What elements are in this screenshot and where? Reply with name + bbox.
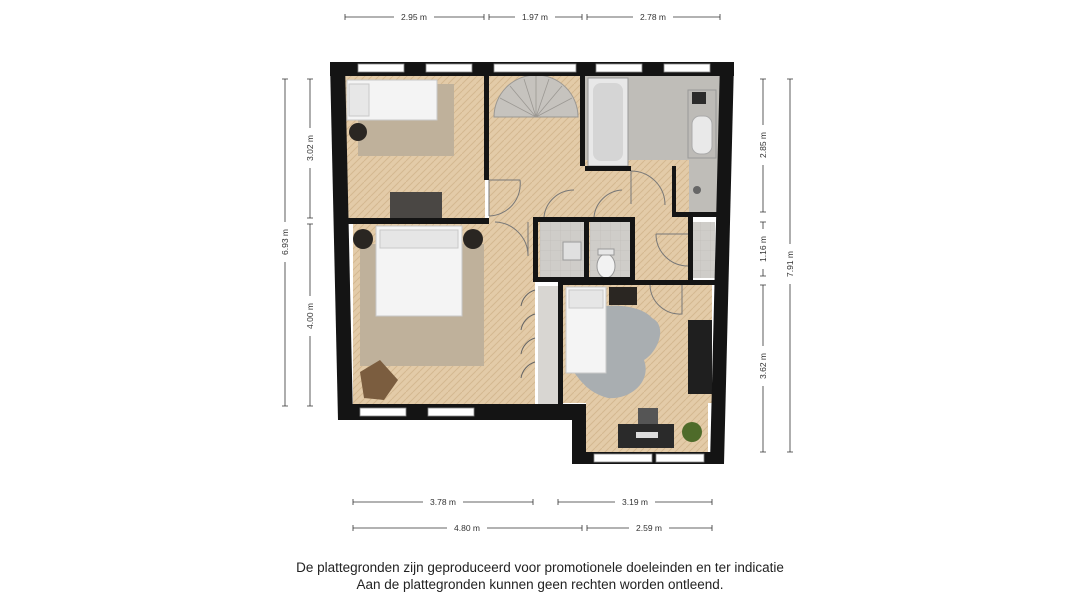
dim-right-mid: 1.16 m <box>758 236 768 262</box>
window-9 <box>656 454 704 462</box>
window-7 <box>428 408 474 416</box>
dim-right-total: 7.91 m <box>785 251 795 277</box>
dresser-bedroom-3 <box>688 320 712 394</box>
dim-bottom-4: 2.59 m <box>636 523 662 533</box>
dim-top-3: 2.78 m <box>640 12 666 22</box>
nightstand-left <box>353 229 373 249</box>
pillow-bedroom-3 <box>569 290 603 308</box>
toilet <box>597 254 615 278</box>
shower-drain <box>693 186 701 194</box>
dim-bottom-1: 3.78 m <box>430 497 456 507</box>
wall-toilet-right <box>630 217 635 280</box>
faucet-block <box>692 92 706 104</box>
wall-bath-right-drop <box>672 166 676 216</box>
dim-right-upper: 2.85 m <box>758 132 768 158</box>
wall-bath-bottom-2 <box>672 212 720 217</box>
pillow-bedroom-2 <box>380 230 458 248</box>
nightstand-bedroom-3 <box>609 287 637 305</box>
nightstand-bedroom-1 <box>349 123 367 141</box>
wall-bedroom3-left <box>572 404 586 464</box>
small-storage-floor <box>693 222 715 278</box>
dim-top-2: 1.97 m <box>522 12 548 22</box>
window-5 <box>664 64 710 72</box>
wall-storage-mid <box>584 217 589 280</box>
dim-bottom-3: 4.80 m <box>454 523 480 533</box>
window-6 <box>360 408 406 416</box>
wall-bed1-bottom <box>345 218 489 224</box>
wall-bed1-right <box>484 76 489 180</box>
dim-right-lower: 3.62 m <box>758 353 768 379</box>
toilet-tank <box>598 249 614 255</box>
wall-small-storage-left <box>688 217 693 280</box>
wall-bed3-left <box>558 280 563 404</box>
window-4 <box>596 64 642 72</box>
window-8 <box>594 454 652 462</box>
wall-stair-right <box>580 76 585 166</box>
pillow-bedroom-1 <box>349 84 369 116</box>
dim-left-upper: 3.02 m <box>305 135 315 161</box>
dim-bottom-2: 3.19 m <box>622 497 648 507</box>
sink <box>692 116 712 154</box>
monitor <box>636 432 658 438</box>
wall-bath-bottom <box>585 166 631 171</box>
bathtub-inner <box>593 83 623 161</box>
window-2 <box>426 64 472 72</box>
disclaimer-line-1: De plattegronden zijn geproduceerd voor promotionele doeleinden en ter indicatie <box>296 560 784 575</box>
disclaimer-line-2: Aan de plattegronden kunnen geen rechten worden ontleend. <box>356 577 724 592</box>
plant <box>682 422 702 442</box>
utility-box <box>563 242 581 260</box>
desk-chair <box>638 408 658 424</box>
wall-storage-top <box>533 217 633 222</box>
closet-strip-floor <box>538 286 558 404</box>
dim-left-total: 6.93 m <box>280 229 290 255</box>
nightstand-right <box>463 229 483 249</box>
dim-top-1: 2.95 m <box>401 12 427 22</box>
dim-left-lower: 4.00 m <box>305 303 315 329</box>
window-3 <box>494 64 576 72</box>
wall-bed2-right <box>533 222 538 282</box>
desk-bedroom-1 <box>390 192 442 218</box>
window-1 <box>358 64 404 72</box>
wall-bed3-top <box>558 280 718 285</box>
